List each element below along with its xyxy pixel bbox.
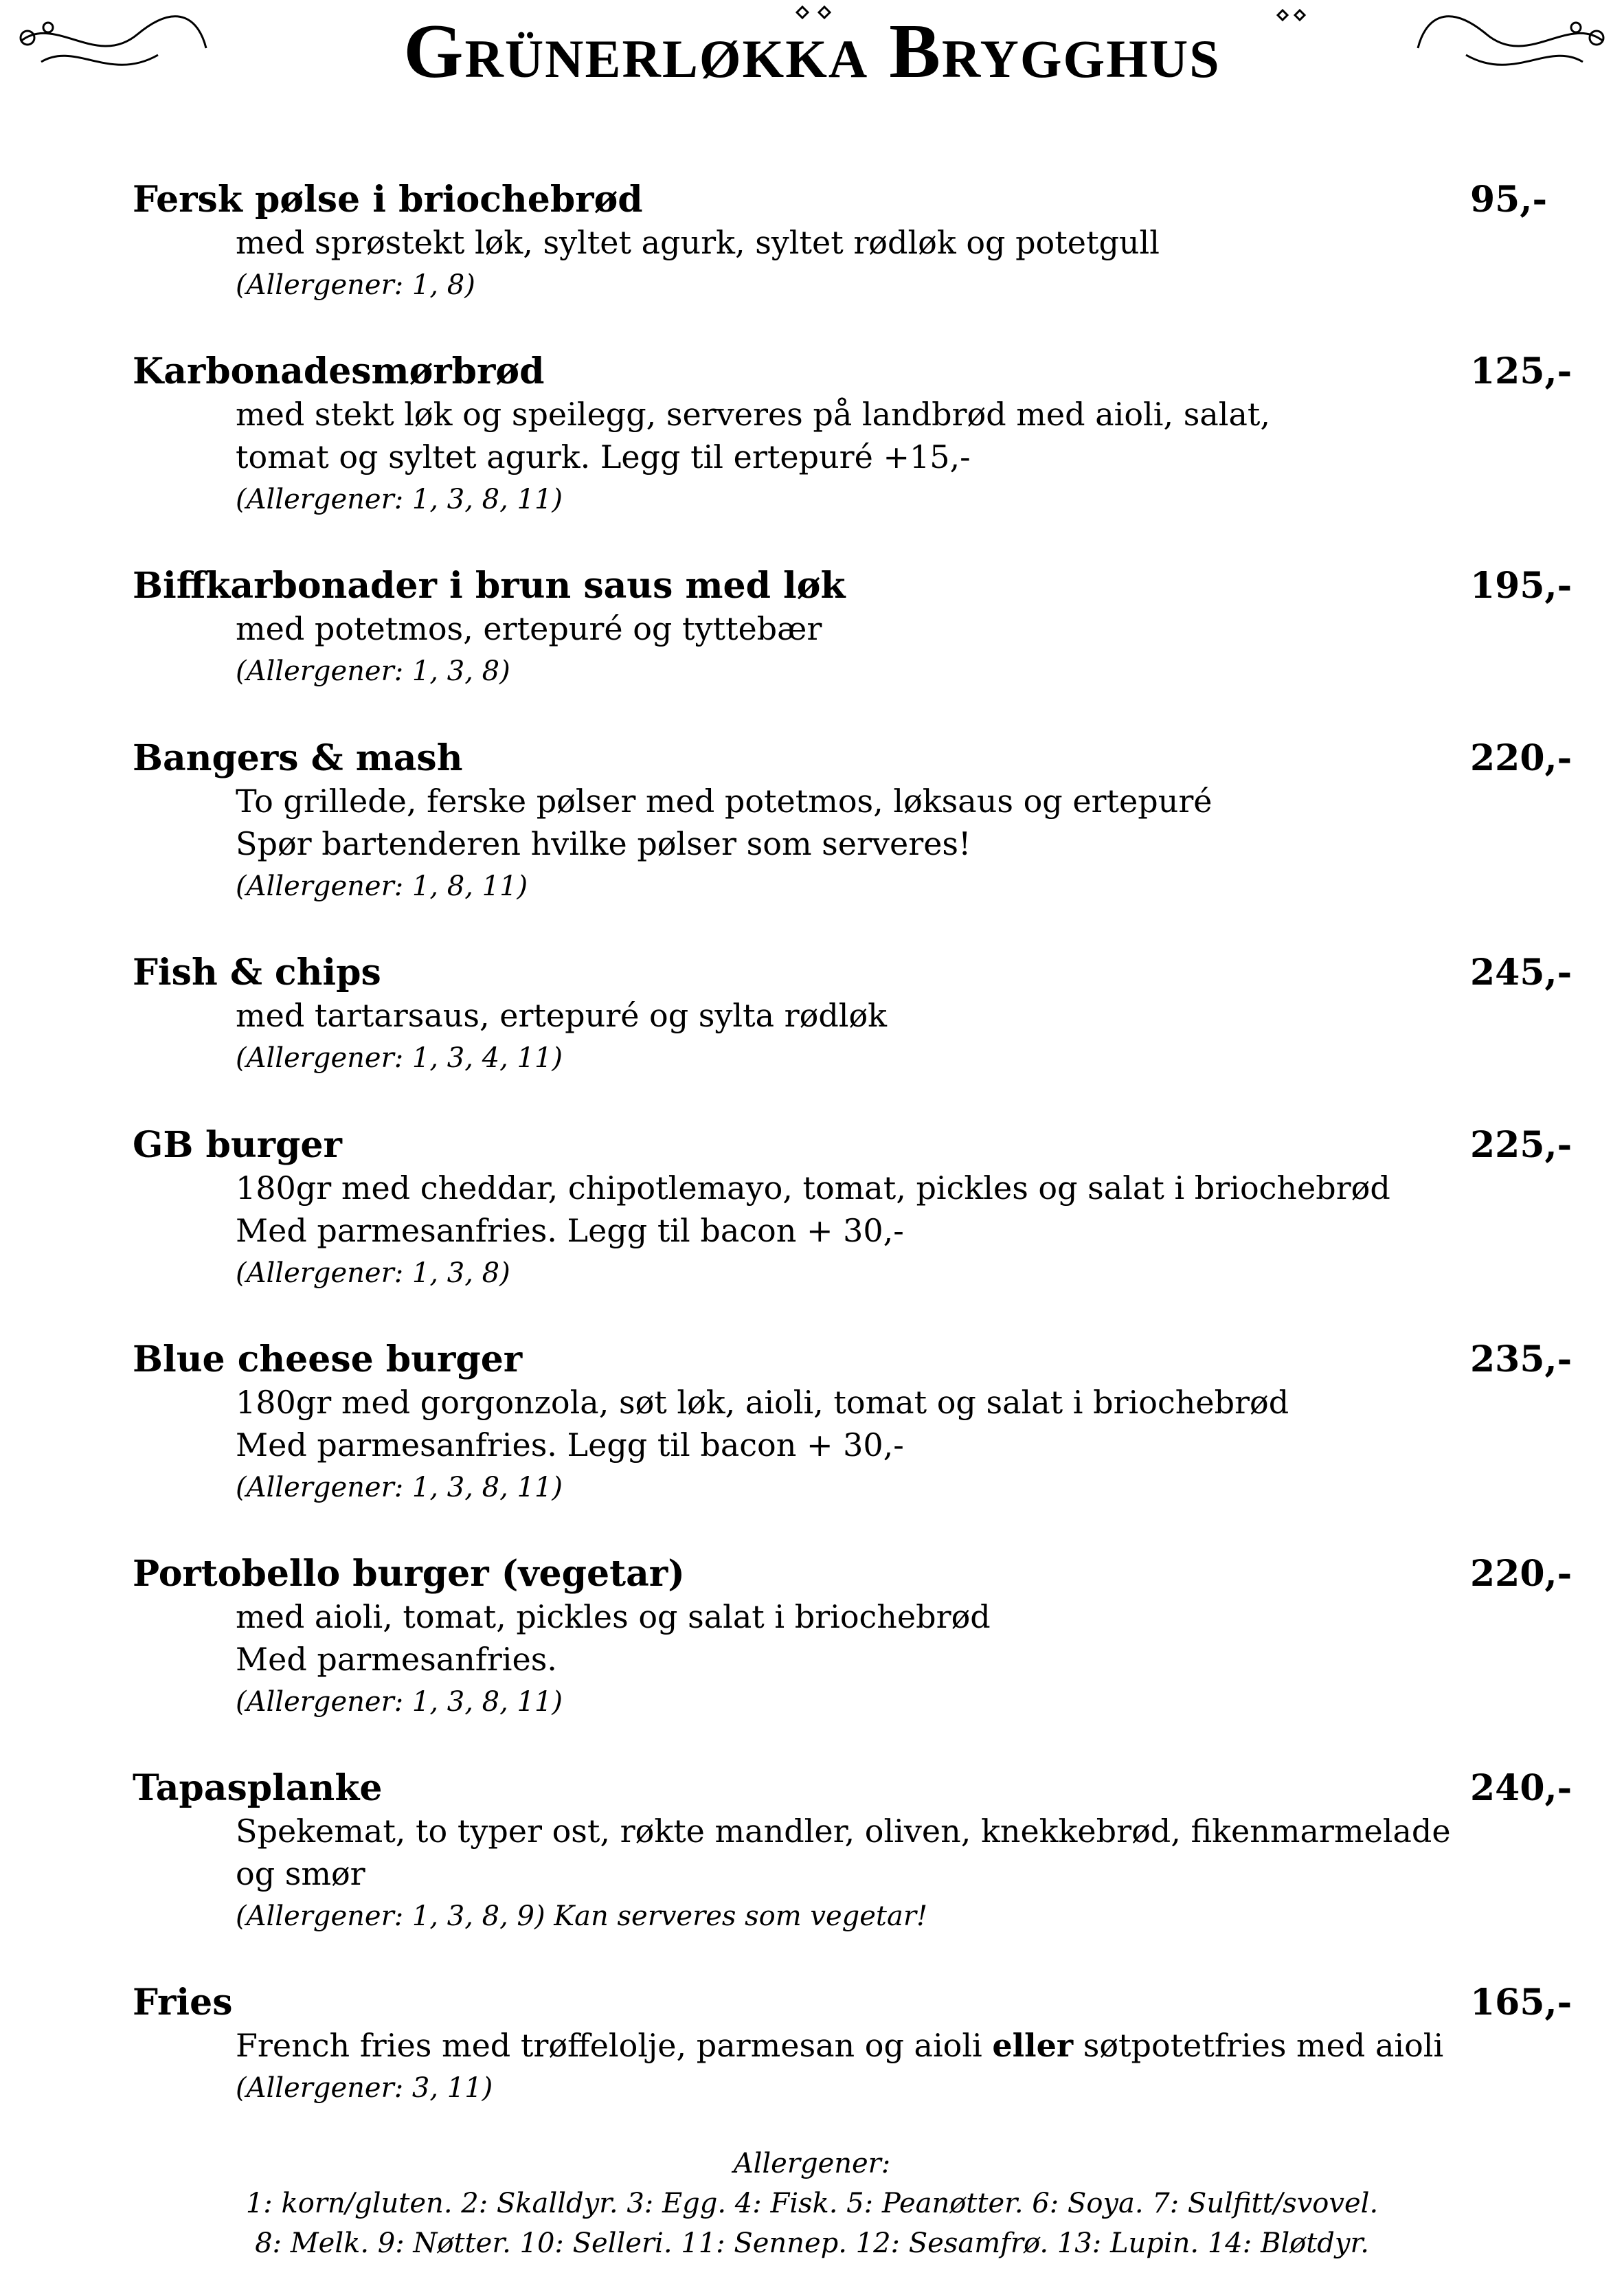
menu-item-name: Fish & chips [133, 952, 381, 994]
menu-item-allergens: (Allergener: 1, 3, 8, 9) Kan serveres som vegetar! [236, 1900, 928, 1932]
brand-title: Grünerløkka Brygghus [403, 9, 1221, 94]
menu-item-description [236, 607, 1493, 650]
menu-item-name: Blue cheese burger [133, 1338, 523, 1380]
description-line: Med parmesanfries. Legg til bacon + 30,- [236, 1212, 904, 1249]
menu-item-name: Fersk pølse i briochebrød [133, 179, 643, 221]
description-line: med sprøstekt løk, syltet agurk, syltet rødløk og potetgull [236, 224, 1160, 261]
menu-item-name: Fries [133, 1982, 233, 2023]
menu-item-allergens: (Allergener: 1, 3, 4, 11) [236, 1042, 563, 1074]
description-text: French fries med trøffelolje, parmesan og aioli [236, 2027, 993, 2064]
description-line: 180gr med cheddar, chipotlemayo, tomat, pickles og salat i briochebrød [236, 1169, 1390, 1207]
description-text: søtpotetfries med aioli [1073, 2027, 1444, 2064]
description-line: med potetmos, ertepuré og tyttebær [236, 610, 822, 647]
menu-item-allergens: (Allergener: 3, 11) [236, 2072, 493, 2104]
allergen-legend [0, 2144, 1624, 2263]
description-emphasis: eller [992, 2027, 1074, 2064]
menu-item-name: Karbonadesmørbrød [133, 350, 545, 392]
legend-heading: Allergener: [733, 2148, 891, 2179]
menu-item-description [236, 393, 1493, 478]
menu-item-description [236, 994, 1493, 1037]
menu-item-name: Tapasplanke [133, 1767, 383, 1809]
menu-item-allergens: (Allergener: 1, 8) [236, 269, 475, 301]
menu-item-price: 240,- [1470, 1767, 1572, 1809]
menu-item-price: 195,- [1470, 565, 1572, 607]
menu-item-price: 125,- [1470, 350, 1572, 392]
menu-item-name: GB burger [133, 1124, 342, 1166]
description-line: Med parmesanfries. Legg til bacon + 30,- [236, 1426, 904, 1463]
menu-item-description [236, 1167, 1493, 1252]
menu-item-name: Biffkarbonader i brun saus med løk [133, 565, 846, 607]
menu-item-price: 245,- [1470, 952, 1572, 994]
description-line: 180gr med gorgonzola, søt løk, aioli, tomat og salat i briochebrød [236, 1384, 1289, 1421]
description-line: og smør [236, 1855, 365, 1892]
menu-item-name: Bangers & mash [133, 737, 463, 779]
menu-item-price: 220,- [1470, 1553, 1572, 1595]
legend-line: 8: Melk. 9: Nøtter. 10: Selleri. 11: Sennep. 12: Sesamfrø. 13: Lupin. 14: Bløtdyr. [255, 2228, 1369, 2259]
menu-item-description [236, 1381, 1493, 1466]
menu-item-description [236, 1810, 1493, 1895]
menu-item-price: 225,- [1470, 1124, 1572, 1166]
menu-item-allergens: (Allergener: 1, 3, 8, 11) [236, 484, 563, 515]
menu-item-price: 220,- [1470, 737, 1572, 779]
menu-item-allergens: (Allergener: 1, 3, 8) [236, 1257, 510, 1289]
menu-item-description [236, 780, 1493, 865]
description-line [236, 2024, 1493, 2067]
description-line: Spør bartenderen hvilke pølser som serveres! [236, 825, 971, 862]
menu-item-allergens: (Allergener: 1, 8, 11) [236, 871, 528, 902]
legend-line: 1: korn/gluten. 2: Skalldyr. 3: Egg. 4: Fisk. 5: Peanøtter. 6: Soya. 7: Sulfitt/svovel. [245, 2188, 1379, 2219]
description-line: To grillede, ferske pølser med potetmos, løksaus og ertepuré [236, 783, 1213, 820]
menu-item-allergens: (Allergener: 1, 3, 8) [236, 655, 510, 687]
menu-item-allergens: (Allergener: 1, 3, 8, 11) [236, 1686, 563, 1718]
menu-item-price: 165,- [1470, 1982, 1572, 2023]
description-line: Spekemat, to typer ost, røkte mandler, oliven, knekkebrød, fikenmarmelade [236, 1813, 1451, 1850]
description-line: med aioli, tomat, pickles og salat i briochebrød [236, 1598, 991, 1635]
description-line: med stekt løk og speilegg, serveres på landbrød med aioli, salat, [236, 396, 1270, 433]
description-line: Med parmesanfries. [236, 1641, 557, 1678]
menu-item-description [236, 2024, 1493, 2067]
description-line: med tartarsaus, ertepuré og sylta rødløk [236, 997, 888, 1034]
menu-item-allergens: (Allergener: 1, 3, 8, 11) [236, 1472, 563, 1503]
description-line: tomat og syltet agurk. Legg til ertepuré +15,- [236, 438, 971, 475]
menu-item-price: 235,- [1470, 1338, 1572, 1380]
menu-item-name: Portobello burger (vegetar) [133, 1553, 685, 1595]
menu-item-description [236, 221, 1493, 264]
menu-item-description [236, 1595, 1493, 1681]
menu-item-price: 95,- [1470, 179, 1548, 221]
